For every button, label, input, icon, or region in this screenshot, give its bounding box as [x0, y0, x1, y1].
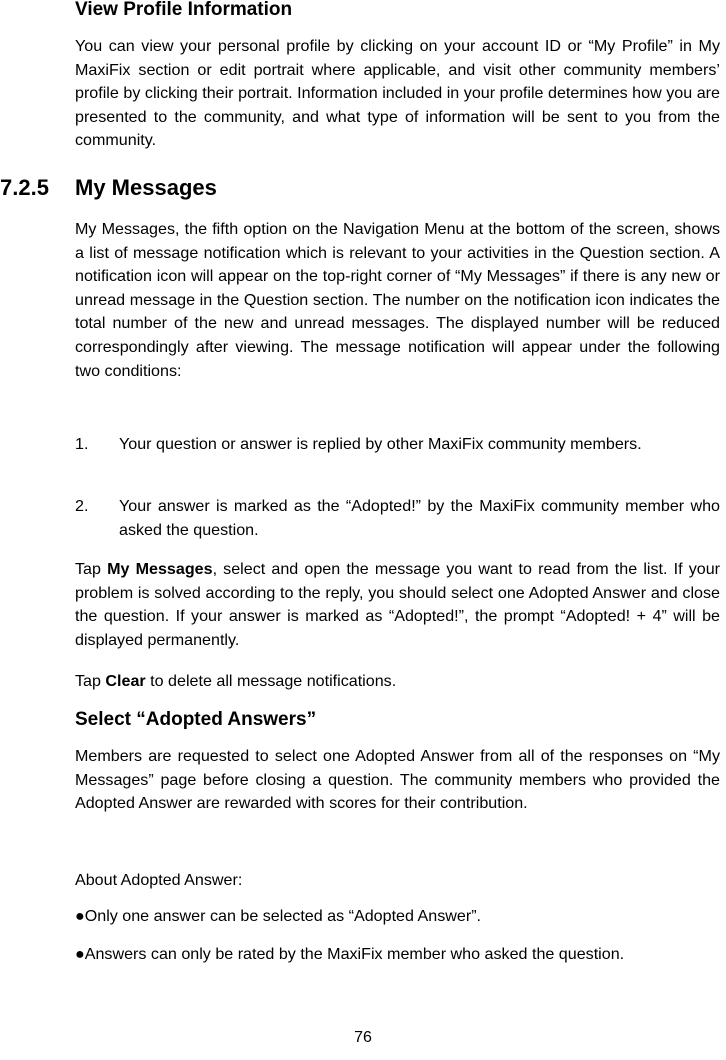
adopted-answers-paragraph: Members are requested to select one Adopted Answer from all of the responses on “My Messages” page before closing a question. The community members who provided the Adopted Answer are rewarded with scores for their contribution. [75, 747, 720, 813]
clear-term: Clear [105, 672, 146, 690]
section-title: My Messages [75, 175, 217, 200]
adopted-answers-heading: Select “Adopted Answers” [75, 709, 317, 730]
tap-prefix: Tap [75, 672, 106, 690]
my-messages-term: My Messages [107, 560, 213, 578]
about-adopted-label: About Adopted Answer: [75, 871, 243, 889]
adopted-bullet-1: ●Only one answer can be selected as “Adopted Answer”. [75, 907, 482, 925]
adopted-bullet-2: ●Answers can only be rated by the MaxiFix member who asked the question. [75, 945, 625, 963]
condition-marker: 1. [75, 435, 89, 453]
messages-intro-paragraph: My Messages, the fifth option on the Navigation Menu at the bottom of the screen, shows a list of message notification which is relevant to your activities in the Question section. A notification icon will appear on the top-right corner of “My Messages” if there is any new or unread message in the Question section. The number on the notification icon indicates the total number of the new and unread messages. The displayed number will be reduced correspondingly after viewing. The message notification will appear under the following two conditions: [75, 220, 720, 380]
tap-prefix: Tap [75, 560, 108, 578]
tap-clear-paragraph [75, 670, 720, 694]
condition-text: Your answer is marked as the “Adopted!” by the MaxiFix community member who asked the question. [119, 497, 720, 539]
tap-clear-rest: to delete all message notifications. [145, 672, 397, 690]
view-profile-heading: View Profile Information [75, 0, 293, 20]
condition-item-2 [75, 495, 720, 542]
view-profile-paragraph: You can view your personal profile by clicking on your account ID or “My Profile” in My MaxiFix section or edit portrait where applicable, and visit other community members’ profile by clicking their portrait. Information included in your profile determines how you are presented to the community, and what type of information will be sent to you from the community. [75, 37, 720, 150]
section-number: 7.2.5 [0, 175, 49, 200]
page-number: 76 [354, 1029, 372, 1046]
condition-item-1 [75, 433, 720, 457]
condition-text: Your question or answer is replied by other MaxiFix community members. [119, 435, 642, 453]
tap-messages-paragraph [75, 558, 720, 652]
section-heading [0, 173, 217, 203]
condition-marker: 2. [75, 497, 89, 515]
tap-messages-rest: , select and open the message you want to read from the list. If your problem is solved according to the reply, you should select one Adopted Answer and close the question. If your answer is marked as “Adopted!”, the prompt “Adopted! + 4” will be displayed permanently. [75, 560, 721, 649]
